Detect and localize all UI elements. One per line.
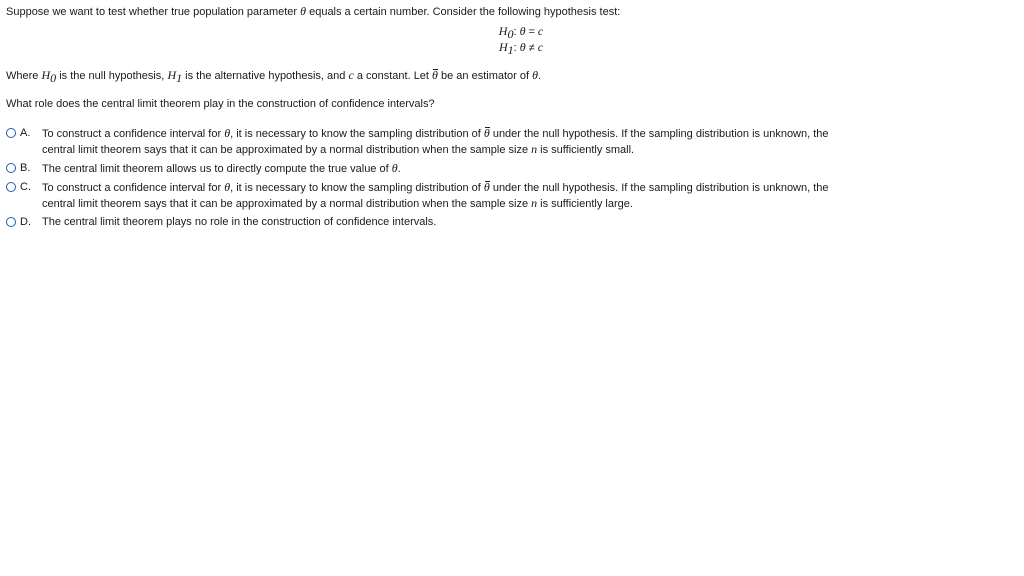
constant-c: c <box>537 40 544 54</box>
text-segment: To construct a confidence interval for <box>42 128 225 140</box>
text-segment: is sufficiently large. <box>537 198 633 210</box>
hypotheses <box>6 24 1016 56</box>
text-segment: . <box>397 163 401 175</box>
option-text[interactable] <box>42 161 862 177</box>
option-letter: C. <box>20 181 31 193</box>
theta-symbol: θ <box>391 161 398 175</box>
answer-options <box>6 126 1016 230</box>
constant-c: c <box>537 24 544 38</box>
definitions-text <box>6 68 1016 84</box>
intro-text-start: Suppose we want to test whether true population parameter <box>6 6 301 18</box>
theta-symbol: θ <box>519 24 526 38</box>
option-d[interactable] <box>6 215 1016 230</box>
text-segment: is the alternative hypothesis, and <box>182 70 349 82</box>
intro-text-end: equals a certain number. Consider the following hypothesis test: <box>306 6 621 18</box>
h-symbol: H <box>498 24 508 38</box>
h-subscript: 1 <box>507 43 514 58</box>
theta-symbol: θ <box>224 126 231 140</box>
text-segment: To construct a confidence interval for <box>42 182 225 194</box>
n-symbol: n <box>531 142 538 156</box>
text-segment: is the null hypothesis, <box>56 70 168 82</box>
equals-operator: = <box>528 26 535 38</box>
radio-button-d[interactable] <box>6 217 16 227</box>
option-c[interactable] <box>6 180 1016 212</box>
text-segment: under the null hypothesis. If the sampling distribution is unknown, the central limit theorem says that it can be approximated by a normal distribution when the sample size <box>42 128 829 156</box>
option-text[interactable] <box>42 180 862 212</box>
h-subscript: 0 <box>507 27 514 42</box>
option-b[interactable] <box>6 161 1016 177</box>
question-intro <box>6 4 1016 20</box>
n-symbol: n <box>531 196 538 210</box>
question-prompt: What role does the central limit theorem play in the construction of confidence intervals? <box>6 98 435 110</box>
radio-button-b[interactable] <box>6 163 16 173</box>
h-subscript: 0 <box>50 71 57 86</box>
h-subscript: 1 <box>176 71 183 86</box>
alternative-hypothesis: $H_1$: θ ≠ c <box>498 40 544 58</box>
text-segment: The central limit theorem allows us to directly compute the true value of <box>42 163 392 175</box>
radio-button-c[interactable] <box>6 182 16 192</box>
option-letter: D. <box>20 216 31 228</box>
theta-symbol: θ <box>224 180 231 194</box>
h-symbol: H <box>498 40 508 54</box>
constant-c: c <box>348 68 354 82</box>
h-symbol: H <box>41 68 51 82</box>
theta-symbol: θ <box>519 40 526 54</box>
option-text[interactable] <box>42 126 862 158</box>
theta-symbol: θ <box>532 68 539 82</box>
text-segment: , it is necessary to know the sampling distribution of <box>230 128 484 140</box>
theta-bar-symbol: θ <box>483 126 490 140</box>
option-a[interactable] <box>6 126 1016 158</box>
null-hypothesis: $H_0$: θ = c <box>498 24 544 42</box>
text-segment: a constant. Let <box>353 70 433 82</box>
text-segment: be an estimator of <box>437 70 533 82</box>
theta-symbol: θ <box>300 4 307 18</box>
text-segment: Where <box>6 70 42 82</box>
text-segment: , it is necessary to know the sampling distribution of <box>230 182 484 194</box>
text-segment: under the null hypothesis. If the sampling distribution is unknown, the central limit theorem says that it can be approximated by a normal distribution when the sample size <box>42 182 829 210</box>
radio-button-a[interactable] <box>6 128 16 138</box>
theta-bar-symbol: θ <box>432 68 438 82</box>
option-letter: B. <box>20 162 31 174</box>
h-symbol: H <box>167 68 177 82</box>
option-text[interactable]: The central limit theorem plays no role in the construction of confidence intervals. <box>42 216 437 228</box>
question-panel <box>6 4 1016 233</box>
theta-bar-symbol: θ <box>483 180 490 194</box>
text-segment: is sufficiently small. <box>537 144 635 156</box>
not-equals-operator: ≠ <box>528 42 535 54</box>
option-letter: A. <box>20 127 31 139</box>
text-segment: . <box>538 70 542 82</box>
